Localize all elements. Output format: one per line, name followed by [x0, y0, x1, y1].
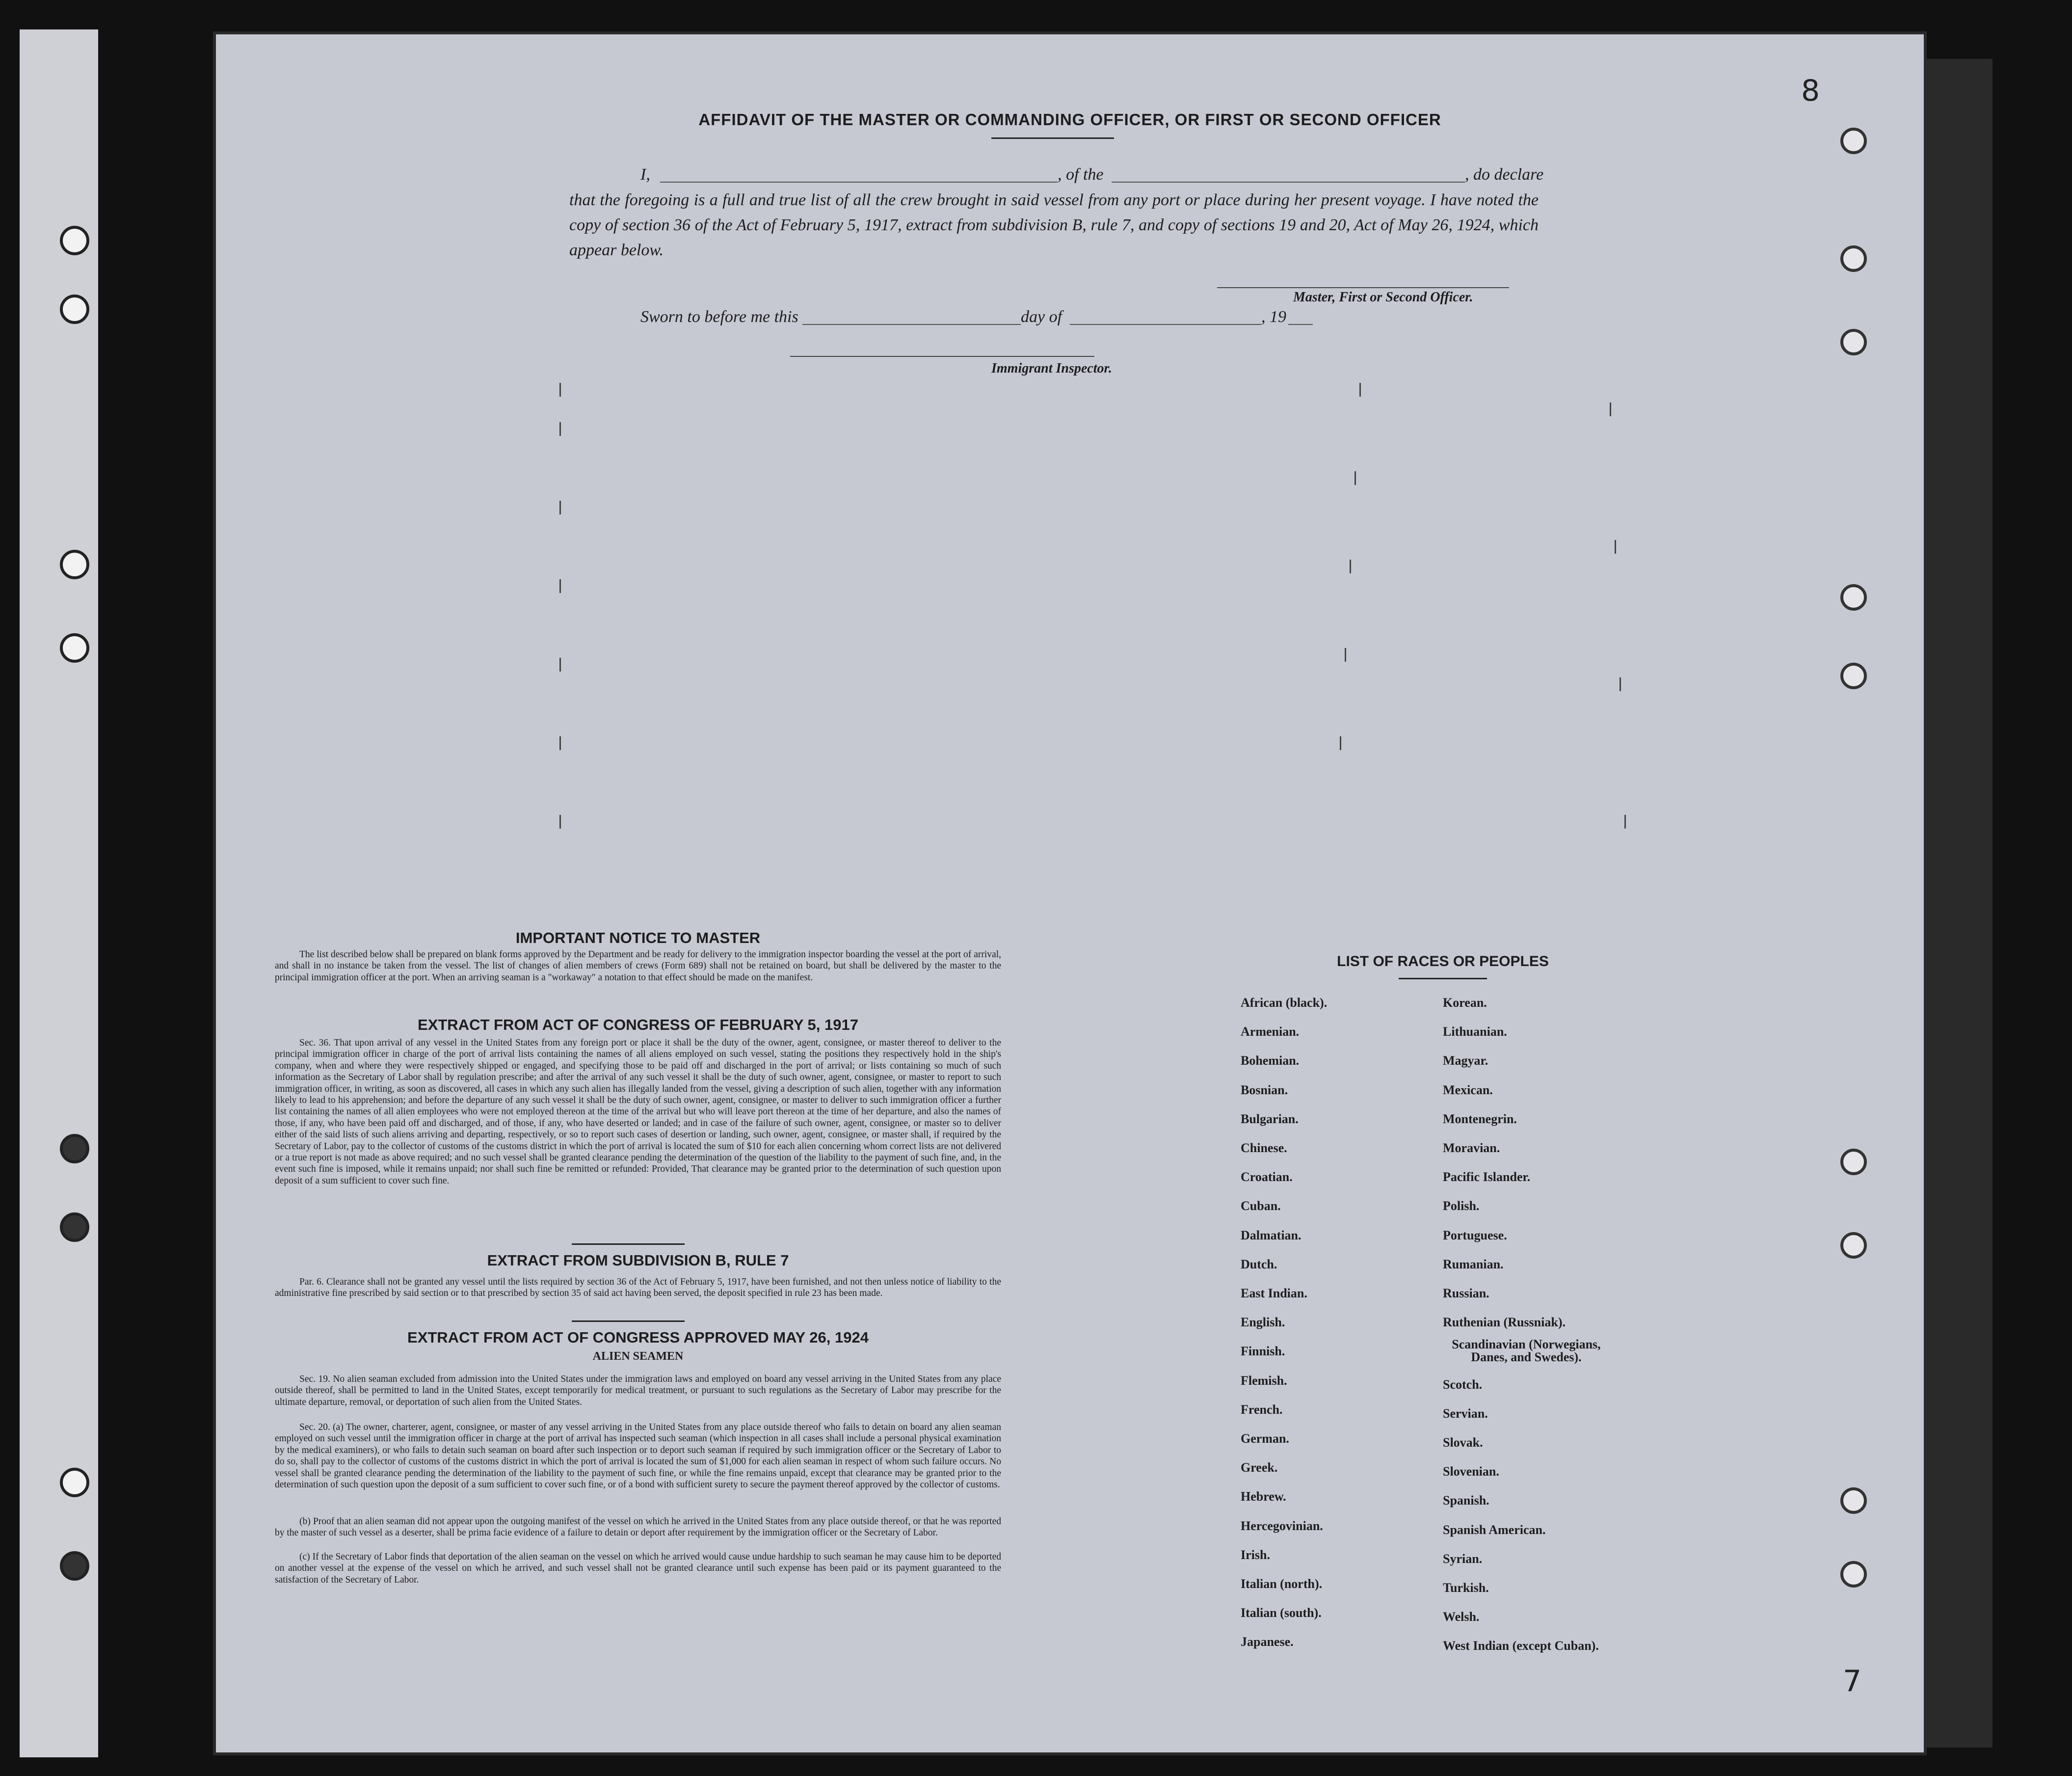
race-item: African (black).	[1241, 996, 1328, 1010]
binder-hole	[60, 1551, 89, 1581]
vessel-blank-line	[1112, 182, 1465, 183]
race-item: Bulgarian.	[1241, 1111, 1299, 1126]
race-item: Servian.	[1443, 1406, 1488, 1421]
title-underline	[991, 137, 1114, 139]
day-of-label: day of	[1021, 308, 1063, 326]
punch-hole	[1840, 128, 1867, 154]
punch-hole	[1840, 1487, 1867, 1514]
punch-hole	[1840, 329, 1867, 355]
race-item: Bohemian.	[1241, 1053, 1300, 1068]
divider	[572, 1320, 685, 1322]
ghost-mark	[1620, 677, 1621, 691]
race-item: Lithuanian.	[1443, 1024, 1507, 1039]
race-item: Chinese.	[1241, 1141, 1287, 1155]
underlying-sheet-edge	[1924, 59, 1992, 1748]
ghost-mark	[559, 736, 561, 750]
extract-1917-text: Sec. 36. That upon arrival of any vessel in the United States from any foreign port or place it shall be the duty of the owner, agent, consignee, or master thereof to deliver to the principal immigration officer in charge of the port of arrival lists containing the names of all aliens employed on such vessel, stating the positions they respectively hold in the ship's company, when and where they were respectively shipped or engaged, and specifying those to be paid off and discharged in the port of arrival; or lists containing so much of such information as the Secretary of Labor shall by regulation prescribe; and after the arrival of any such vessel it shall be the duty of such owner, agent, consignee, or master to report to such immigration officer, in writing, as soon as discovered, all cases in which any such alien has illegally landed from the vessel, giving a description of such alien, together with any information likely to lead to his apprehension; and before the departure of any such vessel it shall be the duty of such owner, agent, consignee, or master to deliver to such immigration officer a further list containing the names of all alien employees who were not employed thereon at the time of the arrival but who will leave port thereon at the time of her departure, and also the names of those, if any, who have been paid off and discharged, and of those, if any, who have deserted or landed; and in case of the failure of such owner, agent, consignee, or master so to deliver either of the said lists of such aliens arriving and departing, respectively, or so to report such cases of desertion or landing, such owner, agent, consignee, or master shall, if required by the Secretary of Labor, pay to the collector of customs of the customs district in which the port of arrival is located the sum of $10 for each alien concerning whom correct lists are not delivered or a true report is not made as above required; and no such vessel shall be granted clearance pending the determination of the question of the liability to the payment of such fine, and, in the event such fine is imposed, while it remains unpaid; nor shall such fine be remitted or refunded: Provided, That clearance may be granted prior to the determination of such question upon deposit of a sum sufficient to cover such fine.	[275, 1038, 1001, 1186]
race-item: Russian.	[1443, 1286, 1489, 1300]
ghost-mark	[1350, 560, 1351, 573]
race-item: Spanish.	[1443, 1493, 1489, 1508]
race-item: Flemish.	[1241, 1373, 1287, 1388]
race-item: Spanish American.	[1443, 1522, 1546, 1537]
race-item: Montenegrin.	[1443, 1111, 1517, 1126]
race-item: Irish.	[1241, 1547, 1270, 1562]
race-item: Dalmatian.	[1241, 1228, 1302, 1242]
ghost-mark	[1355, 471, 1356, 485]
year-prefix: , 19	[1261, 308, 1286, 326]
race-item: Dutch.	[1241, 1257, 1277, 1271]
race-item: French.	[1241, 1402, 1283, 1417]
race-item: Slovenian.	[1443, 1464, 1499, 1479]
race-item: Welsh.	[1443, 1610, 1480, 1624]
punch-hole	[1840, 663, 1867, 689]
sec-20a-text: Sec. 20. (a) The owner, charterer, agent, consignee, or master of any vessel arriving in the United States from any place outside thereof who fails to detain on board any alien seaman employed on such vessel until the immigration officer in charge at the port of arrival has inspected such seaman (which inspection in all cases shall include a personal physical examination by the medical examiners), or who fails to detain such seaman on board after such inspection or to deport such seaman if required by such immigration officer or the Secretary of Labor to do so, shall pay to the collector of customs of the customs district in which the port of arrival is located the sum of $1,000 for each alien seaman in respect of whom such failure occurs. No vessel shall be granted clearance pending the determination of the liability to the payment of such fine, or while the fine remains unpaid, except that clearance may be granted prior to the determination of such question upon the deposit of a sum sufficient to cover such fine, or of a bond with sufficient surety to secure the payment thereof approved by the collector of customs.	[275, 1422, 1001, 1490]
race-item: Armenian.	[1241, 1024, 1300, 1039]
affidavit-body: that the foregoing is a full and true list of all the crew brought in said vessel from any port or place during her present voyage. I have noted the copy of section 36 of the Act of February 5, 1917, extract from subdivision B, rule 7, and copy of sections 19 and 20, Act of May 26, 1924, which appear below.	[569, 191, 1539, 259]
ghost-mark	[1615, 540, 1616, 554]
ghost-mark	[1624, 815, 1626, 829]
divider	[572, 1243, 685, 1245]
race-item: Italian (south).	[1241, 1606, 1322, 1620]
name-blank-line	[660, 182, 1058, 183]
races-title: LIST OF RACES OR PEOPLES	[1337, 953, 1549, 969]
year-blank-line	[1288, 324, 1313, 325]
race-item: Scotch.	[1443, 1377, 1483, 1392]
affidavit-title: AFFIDAVIT OF THE MASTER OR COMMANDING OFFICER, OR FIRST OR SECOND OFFICER	[698, 110, 1441, 129]
ghost-mark	[559, 658, 561, 672]
month-blank-line	[1070, 324, 1261, 325]
race-item: Hebrew.	[1241, 1489, 1286, 1504]
binder-strip	[20, 29, 98, 1757]
page-number-mark: 8	[1801, 74, 1820, 108]
notice-title: IMPORTANT NOTICE TO MASTER	[515, 929, 761, 946]
extract-rule7-title: EXTRACT FROM SUBDIVISION B, RULE 7	[487, 1252, 789, 1269]
affidavit-of-the-label: , of the	[1058, 165, 1104, 184]
extract-1924-title: EXTRACT FROM ACT OF CONGRESS APPROVED MAY 26, 1924	[407, 1329, 869, 1346]
race-item: Scandinavian (Norwegians, Danes, and Swedes).	[1452, 1337, 1601, 1365]
race-item: Moravian.	[1443, 1141, 1500, 1155]
alien-seamen-subtitle: ALIEN SEAMEN	[592, 1350, 684, 1363]
race-item: Italian (north).	[1241, 1577, 1323, 1591]
race-item: Japanese.	[1241, 1635, 1294, 1649]
master-signature-line	[1217, 287, 1509, 288]
race-item: German.	[1241, 1431, 1289, 1446]
punch-hole	[1840, 1232, 1867, 1259]
ghost-mark	[559, 383, 561, 397]
punch-hole	[1840, 584, 1867, 611]
ghost-mark	[559, 815, 561, 829]
binder-hole	[60, 1468, 89, 1497]
race-item: Bosnian.	[1241, 1082, 1288, 1097]
race-item: Ruthenian (Russniak).	[1443, 1315, 1566, 1330]
punch-hole	[1840, 1561, 1867, 1588]
master-signature-label: Master, First or Second Officer.	[1293, 290, 1473, 305]
race-item: Magyar.	[1443, 1053, 1488, 1068]
binder-hole	[60, 1212, 89, 1242]
race-item: Croatian.	[1241, 1170, 1293, 1184]
page-number-mark: 7	[1843, 1664, 1862, 1698]
sworn-label: Sworn to before me this	[640, 308, 798, 326]
affidavit-i-label: I,	[640, 165, 650, 184]
affidavit-declare-label: , do declare	[1465, 165, 1544, 184]
race-item: Pacific Islander.	[1443, 1170, 1531, 1184]
race-item: Mexican.	[1443, 1082, 1493, 1097]
ghost-mark	[559, 501, 561, 514]
binder-hole	[60, 295, 89, 324]
punch-hole	[1840, 245, 1867, 272]
race-item: Cuban.	[1241, 1199, 1281, 1213]
race-item: Polish.	[1443, 1199, 1480, 1213]
race-item: Finnish.	[1241, 1344, 1285, 1359]
race-item: Syrian.	[1443, 1551, 1483, 1566]
race-item: East Indian.	[1241, 1286, 1307, 1300]
ghost-mark	[1345, 648, 1346, 662]
extract-1917-title: EXTRACT FROM ACT OF CONGRESS OF FEBRUARY 5, 1917	[418, 1016, 858, 1033]
binder-hole	[60, 1134, 89, 1163]
race-item: West Indian (except Cuban).	[1443, 1639, 1599, 1653]
race-item: Portuguese.	[1443, 1228, 1507, 1242]
race-item: Greek.	[1241, 1460, 1278, 1475]
ghost-mark	[559, 579, 561, 593]
manifest-page	[216, 34, 1924, 1752]
race-item: Rumanian.	[1443, 1257, 1504, 1271]
race-item: Slovak.	[1443, 1435, 1483, 1450]
notice-text: The list described below shall be prepared on blank forms approved by the Department and be ready for delivery to the immigration inspector boarding the vessel at the port of arrival, and shall in no instance be taken from the vessel. The list of changes of alien members of crews (Form 689) shall not be retained on board, but shall be delivered by the master to the principal immigration officer at the port. When an arriving seaman is a "workaway" a notation to that effect should be made on the manifest.	[275, 949, 1001, 983]
race-item: Korean.	[1443, 996, 1487, 1010]
ghost-mark	[559, 422, 561, 436]
binder-hole	[60, 226, 89, 255]
binder-hole	[60, 633, 89, 663]
punch-hole	[1840, 1149, 1867, 1175]
race-item: English.	[1241, 1315, 1285, 1330]
inspector-signature-line	[790, 356, 1094, 357]
sec-20c-text: (c) If the Secretary of Labor finds that deportation of the alien seaman on the vessel on which he arrived would cause undue hardship to such seaman he may cause him to be deported on another vessel at the expense of the vessel on which he arrived, and such vessel shall not be granted clearance until such expense has been paid or its payment guaranteed to the satisfaction of the Secretary of Labor.	[275, 1552, 1001, 1585]
sworn-date-line	[802, 324, 1021, 325]
ghost-mark	[1359, 383, 1361, 397]
race-item: Hercegovinian.	[1241, 1518, 1323, 1533]
races-underline	[1399, 978, 1487, 979]
ghost-mark	[1340, 736, 1341, 750]
ghost-mark	[1610, 403, 1611, 416]
extract-rule7-text: Par. 6. Clearance shall not be granted any vessel until the lists required by section 36 of the Act of February 5, 1917, have been furnished, and not then unless notice of liability to the administrative fine prescribed by said section or to that prescribed by section 35 of said act having been served, the deposit specified in rule 23 has been made.	[275, 1277, 1001, 1299]
sec-19-text: Sec. 19. No alien seaman excluded from admission into the United States under the immigration laws and employed on board any vessel arriving in the United States from any place outside thereof, shall be permitted to land in the United States, except temporarily for medical treatment, or pursuant to such regulations as the Secretary of Labor may prescribe for the ultimate departure, removal, or deportation of such alien from the United States.	[275, 1374, 1001, 1407]
binder-hole	[60, 550, 89, 579]
sec-20b-text: (b) Proof that an alien seaman did not appear upon the outgoing manifest of the vessel on which he arrived in the United States from any place outside thereof, or that he was reported by the master of such vessel as a deserter, shall be prima facie evidence of a failure to detain or deport after requirement by the immigration officer or the Secretary of Labor.	[275, 1516, 1001, 1538]
race-item: Turkish.	[1443, 1581, 1489, 1595]
inspector-label: Immigrant Inspector.	[991, 361, 1112, 376]
